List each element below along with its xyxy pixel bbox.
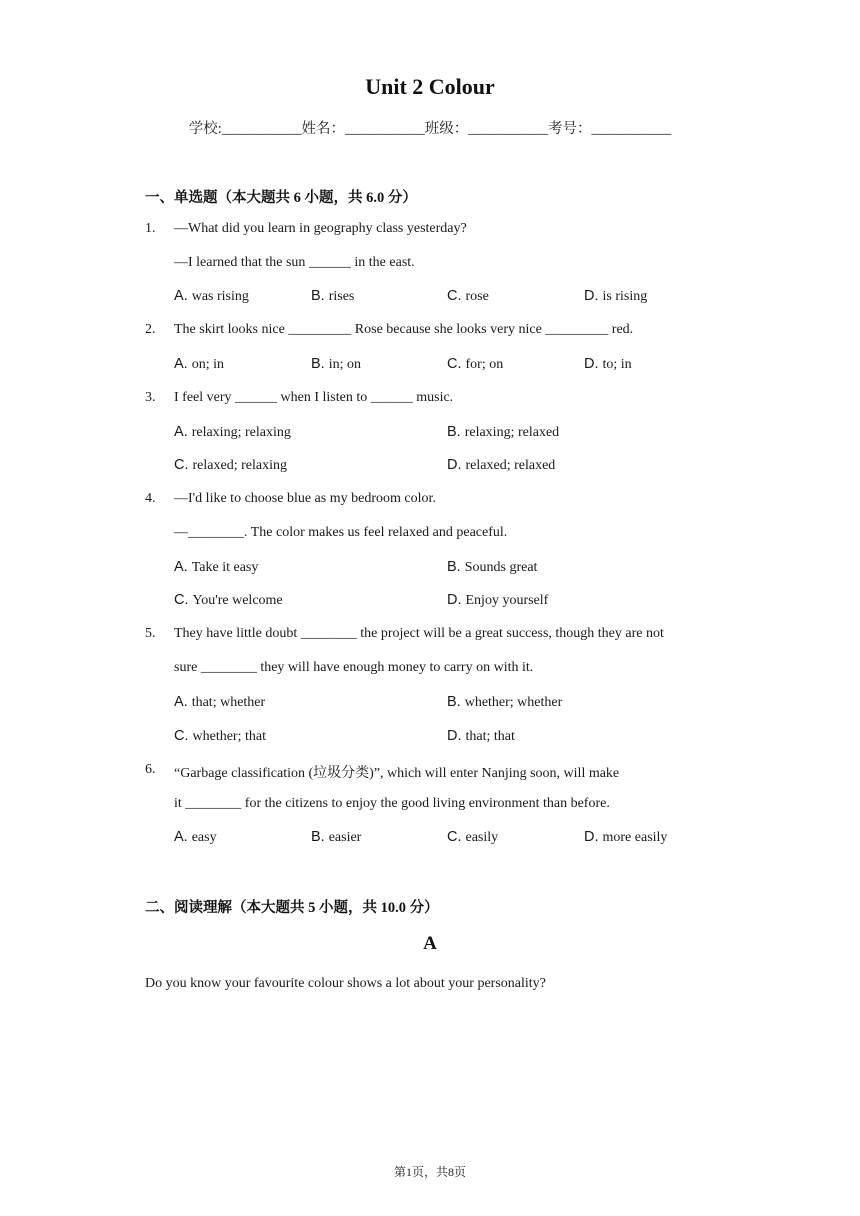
option-a xyxy=(174,829,217,846)
option-letter: A. xyxy=(174,559,188,575)
option-letter: B. xyxy=(447,694,461,710)
option-d xyxy=(447,592,548,609)
option-letter: B. xyxy=(447,559,461,575)
question-text: —________. The color makes us feel relaxed and peaceful. xyxy=(174,525,508,540)
option-text: Take it easy xyxy=(191,560,259,575)
option-text: relaxed; relaxing xyxy=(192,458,287,473)
option-letter: A. xyxy=(174,356,188,372)
question-number: 6. xyxy=(145,762,156,777)
student-info-line: 学校:___________姓名：___________班级：___________考号：___________ xyxy=(188,121,672,137)
option-text: rises xyxy=(328,289,355,304)
option-d xyxy=(447,457,555,474)
option-d xyxy=(584,356,632,373)
option-text: more easily xyxy=(602,830,668,845)
option-b xyxy=(447,559,537,576)
option-text: relaxing; relaxed xyxy=(464,425,560,440)
question-number: 3. xyxy=(145,390,156,405)
option-text: Enjoy yourself xyxy=(465,593,549,608)
option-text: to; in xyxy=(602,357,632,372)
option-text: whether; that xyxy=(192,729,266,744)
passage-paragraph: Do you know your favourite colour shows a lot about your personality? xyxy=(145,976,546,991)
option-text: relaxed; relaxed xyxy=(465,458,556,473)
question-text: “Garbage classification (垃圾分类)”, which will enter Nanjing soon, will make xyxy=(174,766,620,781)
option-b xyxy=(311,288,354,305)
option-letter: D. xyxy=(447,592,462,608)
page-footer: 第1页，共8页 xyxy=(393,1165,466,1179)
question-text: The skirt looks nice _________ Rose because she looks very nice _________ red. xyxy=(174,322,634,337)
option-letter: C. xyxy=(174,457,189,473)
option-b xyxy=(311,829,361,846)
option-letter: D. xyxy=(447,457,462,473)
question-text: —I learned that the sun ______ in the east. xyxy=(174,255,415,270)
option-d xyxy=(584,288,647,305)
option-letter: C. xyxy=(174,728,189,744)
question-number: 2. xyxy=(145,322,156,337)
option-text: easily xyxy=(465,830,499,845)
option-text: Sounds great xyxy=(464,560,538,575)
option-c xyxy=(174,728,266,745)
option-letter: C. xyxy=(447,356,462,372)
option-text: is rising xyxy=(602,289,648,304)
option-c xyxy=(447,288,489,305)
option-c xyxy=(174,592,283,609)
option-letter: A. xyxy=(174,424,188,440)
section-heading-single-choice: 一、单选题（本大题共 6 小题，共 6.0 分） xyxy=(145,190,417,206)
option-letter: B. xyxy=(447,424,461,440)
option-text: in; on xyxy=(328,357,361,372)
option-letter: A. xyxy=(174,829,188,845)
option-text: rose xyxy=(465,289,489,304)
option-d xyxy=(584,829,667,846)
option-a xyxy=(174,424,291,441)
option-b xyxy=(447,424,559,441)
option-text: on; in xyxy=(191,357,224,372)
option-letter: D. xyxy=(584,829,599,845)
option-letter: C. xyxy=(174,592,189,608)
question-number: 4. xyxy=(145,491,156,506)
option-letter: B. xyxy=(311,356,325,372)
option-letter: C. xyxy=(447,288,462,304)
option-letter: D. xyxy=(447,728,462,744)
document-title: Unit 2 Colour xyxy=(365,74,495,99)
option-c xyxy=(174,457,287,474)
option-letter: C. xyxy=(447,829,462,845)
option-text: that; whether xyxy=(191,695,266,710)
option-text: You're welcome xyxy=(192,593,283,608)
question-text: it ________ for the citizens to enjoy the good living environment than before. xyxy=(174,796,610,811)
question-text: —What did you learn in geography class yesterday? xyxy=(174,221,467,236)
option-text: that; that xyxy=(465,729,515,744)
option-letter: A. xyxy=(174,288,188,304)
option-text: easy xyxy=(191,830,217,845)
passage-heading: A xyxy=(423,933,437,954)
option-b xyxy=(311,356,361,373)
option-c xyxy=(447,356,503,373)
option-letter: A. xyxy=(174,694,188,710)
option-letter: B. xyxy=(311,829,325,845)
option-a xyxy=(174,288,249,305)
option-text: relaxing; relaxing xyxy=(191,425,291,440)
question-text: I feel very ______ when I listen to ______ music. xyxy=(174,390,454,405)
option-c xyxy=(447,829,498,846)
option-text: was rising xyxy=(191,289,249,304)
option-text: whether; whether xyxy=(464,695,563,710)
option-a xyxy=(174,356,224,373)
option-text: for; on xyxy=(465,357,504,372)
option-d xyxy=(447,728,515,745)
question-text: They have little doubt ________ the project will be a great success, though they are not xyxy=(174,626,664,641)
question-text: sure ________ they will have enough money to carry on with it. xyxy=(174,660,534,675)
option-a xyxy=(174,694,265,711)
question-number: 1. xyxy=(145,221,156,236)
section-heading-reading: 二、阅读理解（本大题共 5 小题，共 10.0 分） xyxy=(145,900,439,916)
option-letter: D. xyxy=(584,288,599,304)
option-letter: D. xyxy=(584,356,599,372)
option-b xyxy=(447,694,562,711)
option-letter: B. xyxy=(311,288,325,304)
question-number: 5. xyxy=(145,626,156,641)
option-text: easier xyxy=(328,830,362,845)
question-text: —I'd like to choose blue as my bedroom color. xyxy=(174,491,436,506)
option-a xyxy=(174,559,258,576)
